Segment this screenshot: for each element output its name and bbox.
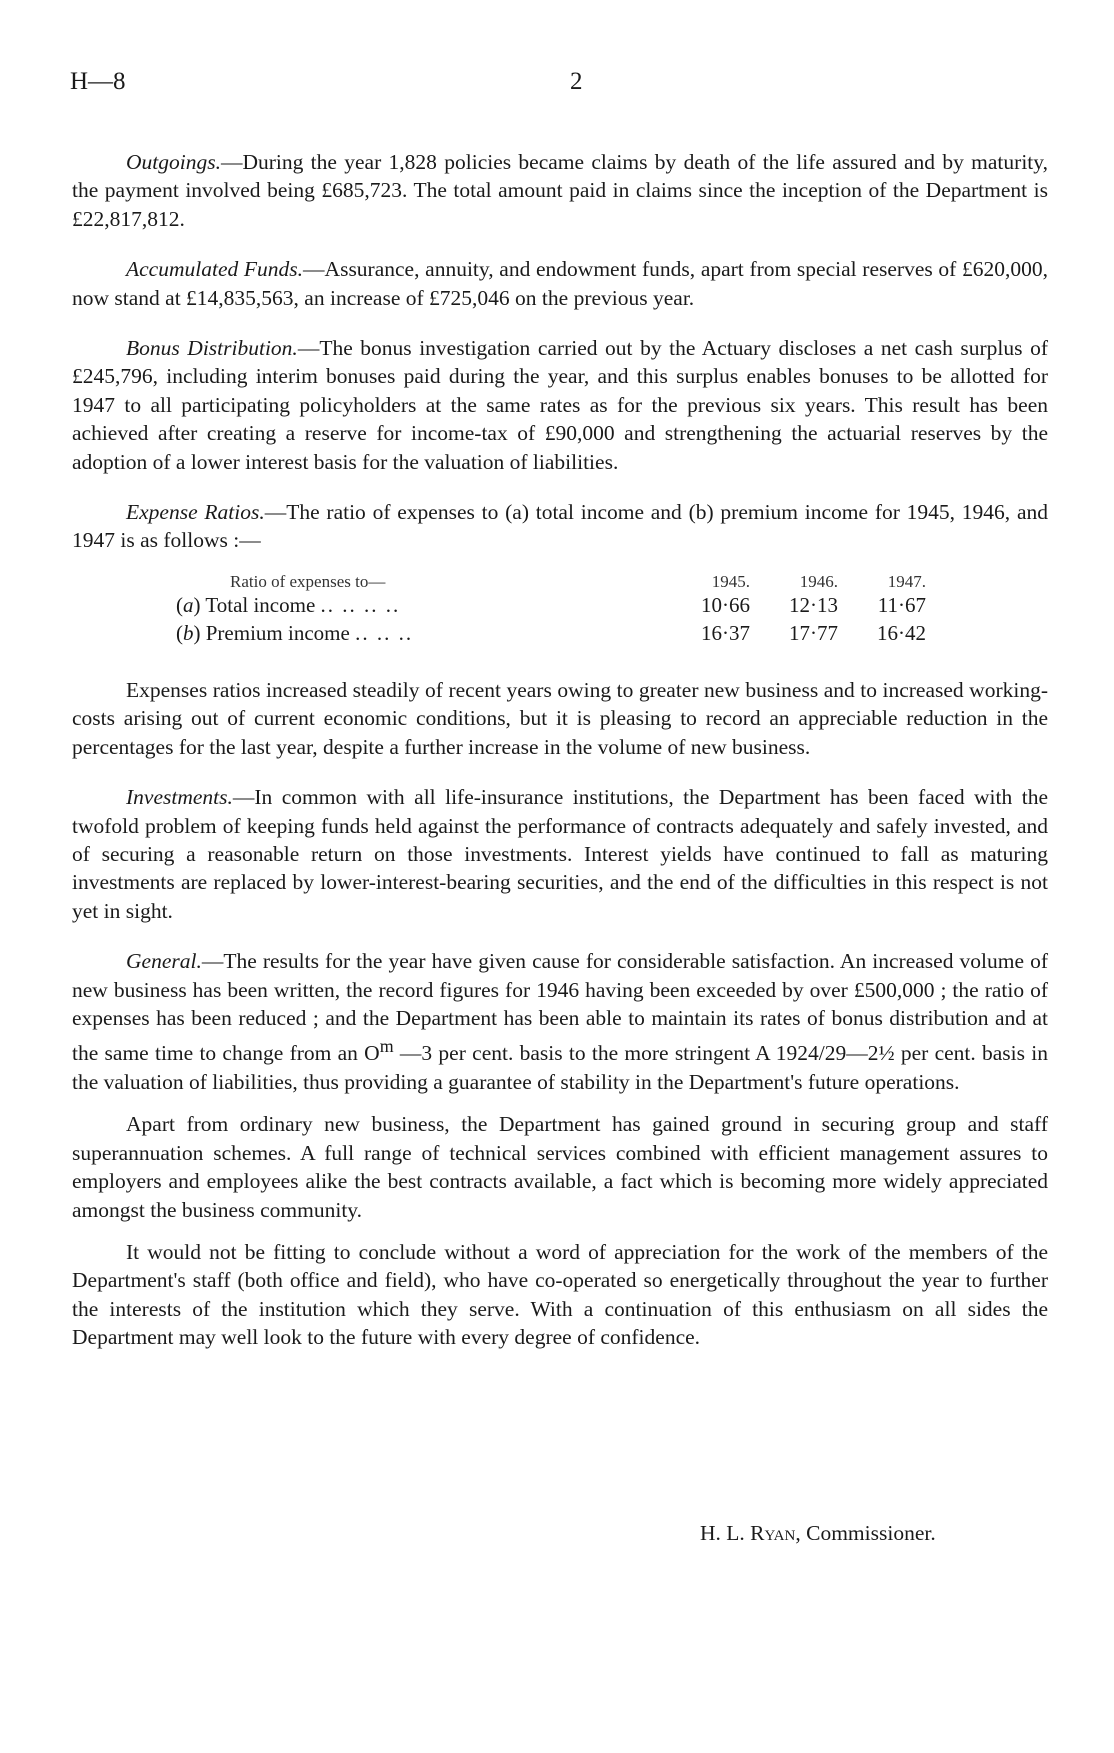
table-heading: Ratio of expenses to— xyxy=(230,571,386,591)
paragraph-text: Expenses ratios increased steadily of recent years owing to greater new business and to increased working-costs arising out of current economic conditions, but it is pleasing to record an appreciable reduction in the percentages for the last year, despite a further increase in the volume of new business. xyxy=(72,677,1048,759)
signatory-surname: Ryan xyxy=(750,1521,796,1545)
signature-line xyxy=(700,1521,936,1546)
paragraph-text: It would not be fitting to conclude without a word of appreciation for the work of the members of the Department's staff (both office and field), who have co-operated so energetically throughout the year to further the interests of the institution which they serve. With a continuation of this enthusiasm on all sides the Department may well look to the future with every degree of confidence. xyxy=(72,1239,1048,1350)
table-cell: 10·66 xyxy=(701,593,750,618)
report-body xyxy=(72,148,1048,1374)
paragraph-bonus-distribution xyxy=(72,334,1048,476)
signatory-initials: H. L. xyxy=(700,1521,751,1545)
document-reference: H—8 xyxy=(70,68,126,95)
paragraph-text: —During the year 1,828 policies became claims by death of the life assured and by maturity, the payment involved being £685,723. The total amount paid in claims since the inception of the Department is £22,817,812. xyxy=(72,150,1048,231)
superscript-m: m xyxy=(379,1036,394,1057)
paragraph-investments xyxy=(72,783,1048,925)
paragraph-text: —In common with all life-insurance institutions, the Department has been faced with the twofold problem of keeping funds held against the performance of contracts adequately and safely invested, and of securing a reasonable return on those investments. Interest yields have continued to fall as maturing investments are replaced by lower-interest-bearing securities, and the end of the difficulties in this respect is not yet in sight. xyxy=(72,785,1048,923)
paragraph-text: Apart from ordinary new business, the Department has gained ground in securing group and staff superannuation schemes. A full range of technical services combined with efficient management assures to employers and employees alike the best contracts available, a fact which is becoming more widely appreciated amongst the business community. xyxy=(72,1112,1048,1222)
year-header: 1947. xyxy=(887,571,926,591)
section-lead-investments: Investments. xyxy=(126,785,233,810)
paragraph-expenses-comment xyxy=(72,676,1048,761)
section-lead-accumulated-funds: Accumulated Funds. xyxy=(126,257,304,282)
table-cell: 16·37 xyxy=(701,621,750,646)
table-cell: 12·13 xyxy=(789,593,838,618)
section-lead-bonus-distribution: Bonus Distribution. xyxy=(126,336,298,361)
row-letter: a xyxy=(183,593,194,618)
table-row xyxy=(72,620,1048,648)
paragraph-text: —The results for the year have given cause for considerable satisfaction. An increased volume of new business has been written, the record figures for 1946 having been exceeded by over £500,000 ; the ratio of expenses has been reduced ; and the Department has been able to maintain its rates of bonus distribution and at the same time to change from an O xyxy=(72,949,1048,1066)
row-label: (b) Premium income .. .. .. xyxy=(176,621,414,646)
expense-ratios-table xyxy=(72,565,1048,648)
table-row xyxy=(72,592,1048,620)
paragraph-text: —Assurance, annuity, and endowment funds, apart from special reserves of £620,000, now stand at £14,835,563, an increase of £725,046 on the previous year. xyxy=(72,257,1048,310)
running-head xyxy=(70,68,1050,108)
table-cell: 17·77 xyxy=(789,621,838,646)
table-header-row xyxy=(72,565,1048,592)
dot-leaders: .. .. .. xyxy=(355,621,414,646)
section-lead-expense-ratios: Expense Ratios. xyxy=(126,500,265,525)
row-letter: b xyxy=(183,621,194,646)
paragraph-expense-ratios xyxy=(72,498,1048,555)
year-header: 1946. xyxy=(799,571,838,591)
paragraph-text: —The ratio of expenses to (a) total income and (b) premium income for 1945, 1946, and 1947 is as follows :— xyxy=(72,500,1048,553)
page-number: 2 xyxy=(570,68,583,95)
section-lead-outgoings: Outgoings. xyxy=(126,150,221,174)
paragraph-outgoings xyxy=(72,148,1048,233)
row-label: (a) Total income .. .. .. .. xyxy=(176,593,401,618)
paragraph-general xyxy=(72,947,1048,1096)
paragraph-text: —3 per cent. basis to the more stringent A 1924/29—2½ per cent. basis in the valuation of liabilities, thus providing a guarantee of stability in the Department's future operations. xyxy=(72,1041,1048,1094)
year-header: 1945. xyxy=(711,571,750,591)
paragraph-conclusion xyxy=(72,1238,1048,1352)
signatory-title: , Commissioner. xyxy=(795,1521,936,1545)
paragraph-superannuation xyxy=(72,1110,1048,1224)
row-label-text: Total income xyxy=(205,593,316,618)
paragraph-text: —The bonus investigation carried out by the Actuary discloses a net cash surplus of £245,796, including interim bonuses paid during the year, and this surplus enables bonuses to be allotted for 1947 to all participating policyholders at the same rates as for the previous six years. This result has been achieved after creating a reserve for income-tax of £90,000 and strengthening the actuarial reserves by the adoption of a lower interest basis for the valuation of liabilities. xyxy=(72,336,1048,474)
row-label-text: Premium income xyxy=(205,621,350,646)
table-cell: 11·67 xyxy=(877,593,926,618)
dot-leaders: .. .. .. .. xyxy=(320,593,401,618)
table-cell: 16·42 xyxy=(877,621,926,646)
paragraph-accumulated-funds xyxy=(72,255,1048,312)
section-lead-general: General. xyxy=(126,949,202,974)
